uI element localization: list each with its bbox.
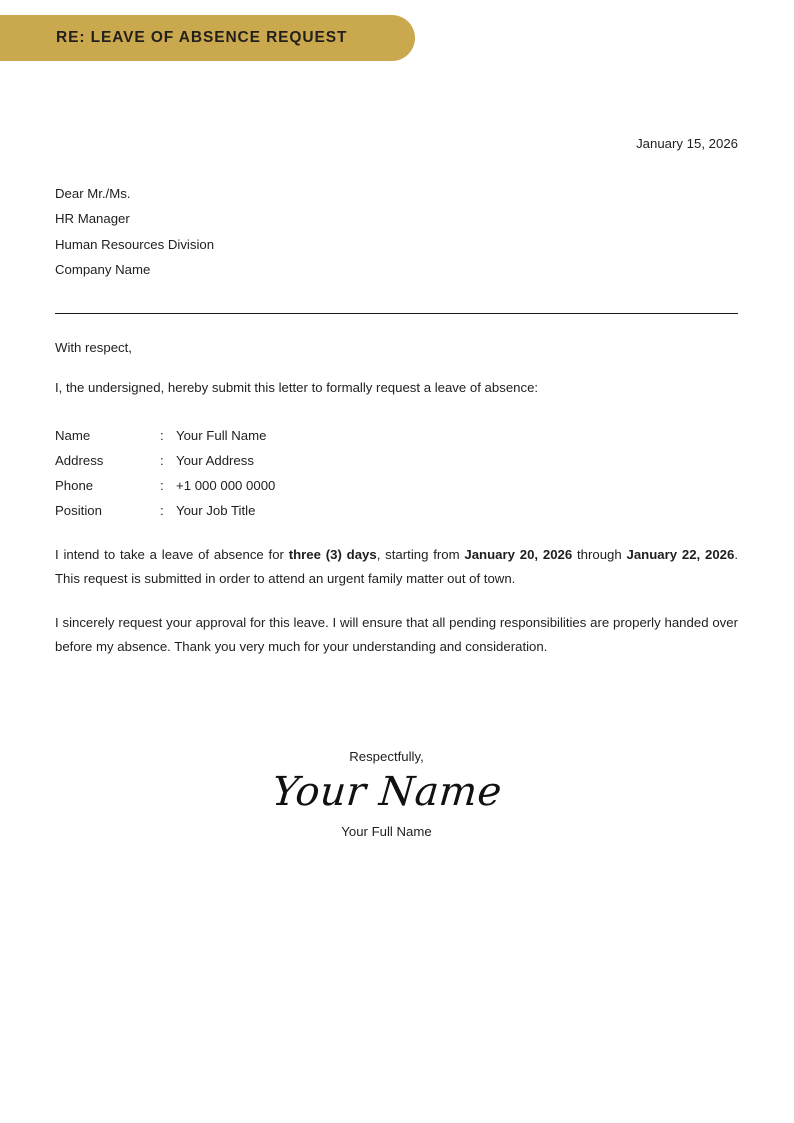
- salutation-text: With respect,: [55, 340, 132, 355]
- detail-label: Address: [55, 453, 104, 468]
- detail-value: +1 000 000 0000: [176, 478, 276, 493]
- body-paragraph-2: I sincerely request your approval for this leave. I will ensure that all pending responsibilities are properly handed over before my absence. Thank you very much for your understanding and consideration.: [55, 615, 738, 655]
- page-title: RE: LEAVE OF ABSENCE REQUEST: [56, 29, 348, 46]
- table-row: [55, 498, 275, 523]
- signature-block: [55, 747, 738, 843]
- detail-value: Your Address: [176, 453, 254, 468]
- paragraph-1-segment-4: . This request is submitted in order to attend an urgent family matter out of town.: [55, 547, 739, 587]
- recipient-salutation-line: Dear Mr./Ms.: [55, 186, 131, 201]
- signature-closing: Respectfully,: [349, 749, 424, 764]
- paragraph-1-segment-3: through: [572, 547, 627, 562]
- paragraph-1-bold-duration: three (3) days: [288, 547, 377, 562]
- signature-inner: [269, 747, 504, 843]
- detail-value: Your Job Title: [176, 503, 256, 518]
- table-row: [55, 473, 275, 498]
- handwritten-signature: Your Name: [269, 769, 504, 815]
- detail-colon: :: [160, 503, 164, 518]
- detail-colon: :: [160, 428, 164, 443]
- paragraph-1-bold-start-date: January 20, 2026: [464, 547, 573, 562]
- table-row: [55, 448, 275, 473]
- recipient-division-line: Human Resources Division: [55, 236, 215, 252]
- detail-colon: :: [160, 478, 164, 493]
- detail-colon: :: [160, 453, 164, 468]
- table-row: [55, 423, 275, 448]
- paragraph-1-segment-2: , starting from: [376, 547, 465, 562]
- detail-value: Your Full Name: [176, 428, 267, 443]
- recipient-block: [55, 181, 555, 283]
- recipient-role-line: HR Manager: [55, 211, 130, 227]
- signature-printed-name: Your Full Name: [341, 824, 432, 839]
- letter-date: January 15, 2026: [636, 136, 738, 151]
- header-banner: [0, 15, 415, 61]
- recipient-company-line: Company Name: [55, 262, 151, 278]
- detail-label: Phone: [55, 478, 94, 493]
- intro-text: I, the undersigned, hereby submit this letter to formally request a leave of absence:: [55, 380, 539, 395]
- detail-label: Name: [55, 428, 91, 443]
- body-paragraph-1: [55, 543, 738, 592]
- detail-label: Position: [55, 503, 102, 518]
- horizontal-divider: [55, 313, 738, 314]
- paragraph-1-segment-1: I intend to take a leave of absence for: [55, 547, 289, 562]
- applicant-details-table: [55, 423, 275, 523]
- paragraph-1-bold-end-date: January 22, 2026: [626, 547, 735, 562]
